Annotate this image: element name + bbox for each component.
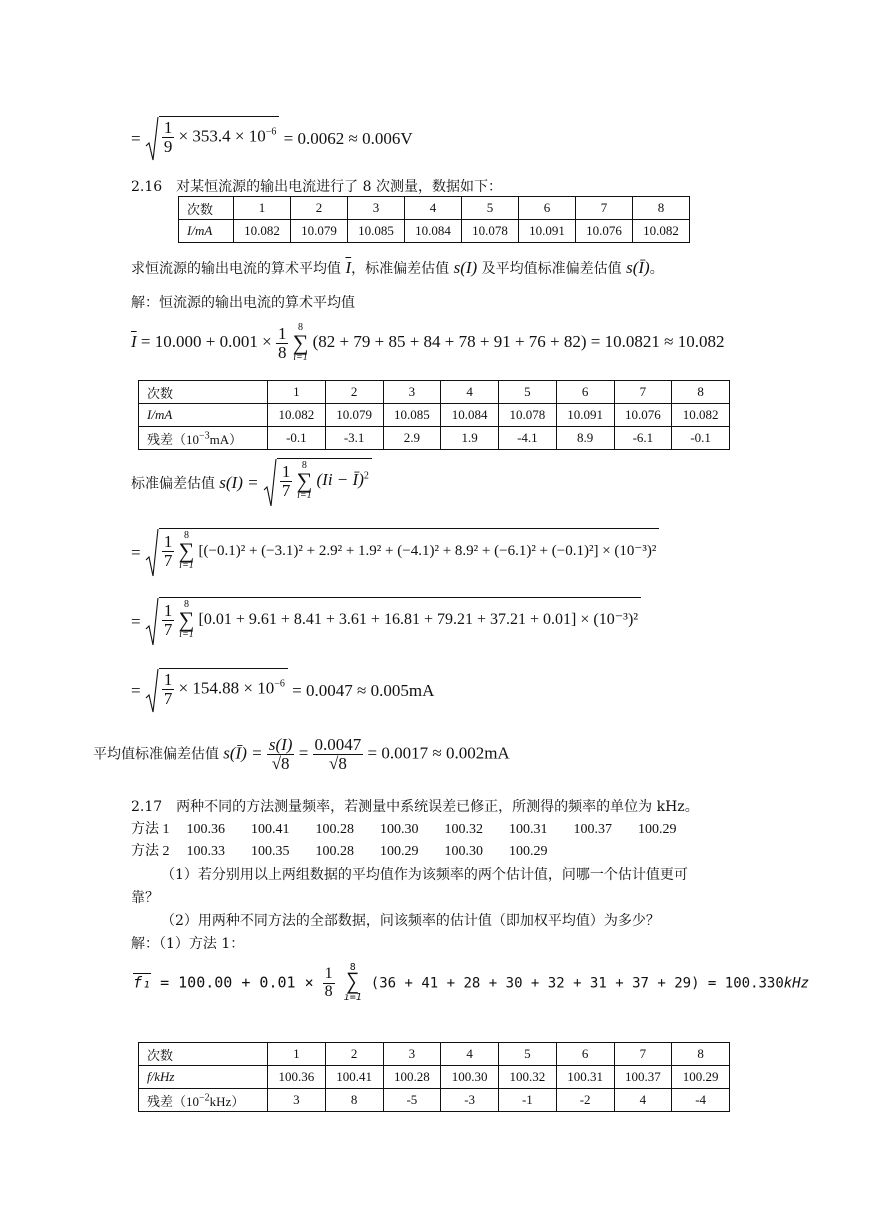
- equation-std-line2: = $\frac{1}{7}$ 8 ∑ i=1 [(−0.1)² + (−3.1)² + 2.9² + 1.9² + (−4.1)² + 8.9² + (−6.1)² + (−0.1)²] × (10⁻³)²: [131, 528, 659, 580]
- question-text: 求恒流源的输出电流的算术平均值 $\overline{I}$，标准偏差估值 s(I) 及平均值标准偏差估值 s(Ī)。: [131, 258, 664, 277]
- equation-f1-mean: f₁ = 100.00 + 0.01 × $\frac{1}{8}$ 8 ∑ i=1 (36 + 41 + 28 + 30 + 32 + 31 + 37 + 29) = 100.330kHz: [133, 962, 810, 1003]
- data-table-frequency: [138, 1042, 730, 1112]
- sum-icon: 8 ∑ i=1: [178, 599, 195, 640]
- problem-2-17-intro: 2.17 两种不同的方法测量频率，若测量中系统误差已修正，所测得的频率的单位为 kHz。: [131, 799, 699, 815]
- sqrt-sign-icon: [145, 597, 159, 649]
- solution-label: 解：（1）方法 1：: [131, 936, 245, 952]
- problem-2-16-intro: 2.16 对某恒流源的输出电流进行了 8 次测量，数据如下：: [131, 179, 502, 195]
- sum-icon: 8 ∑ i=1: [292, 322, 309, 363]
- sum-icon: 8 ∑ i=1: [343, 962, 362, 1003]
- sum-icon: 8 ∑ i=1: [178, 530, 195, 571]
- equation-std-line3: = $\frac{1}{7}$ 8 ∑ i=1 [0.01 + 9.61 + 8.41 + 3.61 + 16.81 + 79.21 + 37.21 + 0.01] × (10⁻³)²: [131, 597, 641, 649]
- sum-icon: 8 ∑ i=1: [296, 460, 313, 501]
- equation-std-line4: = $\frac{1}{7}$ × $154.88 \times 10^{-6}$ = 0.0047 ≈ 0.005mA: [131, 668, 434, 716]
- method-1-row: 方法 1 100.36 100.41 100.28 100.30 100.32 100.31 100.37 100.29: [131, 822, 677, 837]
- solution-label: 解：恒流源的输出电流的算术平均值: [131, 295, 355, 311]
- equation-std-def: 标准偏差估值 s(I) = $\frac{1}{7}$ 8 ∑ i=1 (Ii − Ī)$^2$: [131, 458, 372, 510]
- question-2: （2）用两种不同方法的全部数据，问该频率的估计值（即加权平均值）为多少？: [161, 913, 660, 929]
- table-row: 次数 1 2 3 4 5 6 7 8: [179, 197, 690, 220]
- data-table-current: [178, 196, 690, 243]
- table-row: 残差$(10^{-2}kHz)$ 3 8 -5 -3 -1 -2 4 -4: [139, 1089, 730, 1112]
- table-row: f/kHz 100.36 100.41 100.28 100.30 100.32 100.31 100.37 100.29: [139, 1066, 730, 1089]
- table-row: 残差$(10^{-3}mA)$ -0.1 -3.1 2.9 1.9 -4.1 8.9 -6.1 -0.1: [139, 427, 730, 450]
- question-1-line2: 靠？: [131, 890, 159, 906]
- sqrt-sign-icon: [145, 528, 159, 580]
- equation-mean-current: $\overline{I} = 10.000 + 0.001$ × $\frac{1}{8}$ 8 ∑ i=1 (82 + 79 + 85 + 84 + 78 + 91 + 76 + 82) = 10.0821 ≈ 10.082: [131, 322, 725, 363]
- data-table-residuals: [138, 380, 730, 450]
- equation-sqrt-result: = $\frac{1}{9}$ × $353.4 \times 10^{-6}$ = 0.0062 ≈ 0.006V: [131, 116, 413, 164]
- table-row: 次数 1 2 3 4 5 6 7 8: [139, 381, 730, 404]
- table-row: 次数 1 2 3 4 5 6 7 8: [139, 1043, 730, 1066]
- equation-mean-std: 平均值标准偏差估值 s(Ī) = $\frac{s(I)}{√8}$ = $\frac{0.0047}{√8}$ = 0.0017 ≈ 0.002mA: [93, 735, 510, 773]
- sqrt-sign-icon: [145, 668, 159, 716]
- sqrt-sign-icon: [145, 116, 159, 164]
- method-2-row: 方法 2 100.33 100.35 100.28 100.29 100.30 100.29: [131, 844, 548, 859]
- question-1-line1: （1）若分别用以上两组数据的平均值作为该频率的两个估计值，问哪一个估计值更可: [161, 867, 688, 883]
- table-row: I/mA 10.082 10.079 10.085 10.084 10.078 10.091 10.076 10.082: [139, 404, 730, 427]
- sqrt-sign-icon: [263, 458, 277, 510]
- table-row: I/mA 10.082 10.079 10.085 10.084 10.078 10.091 10.076 10.082: [179, 220, 690, 243]
